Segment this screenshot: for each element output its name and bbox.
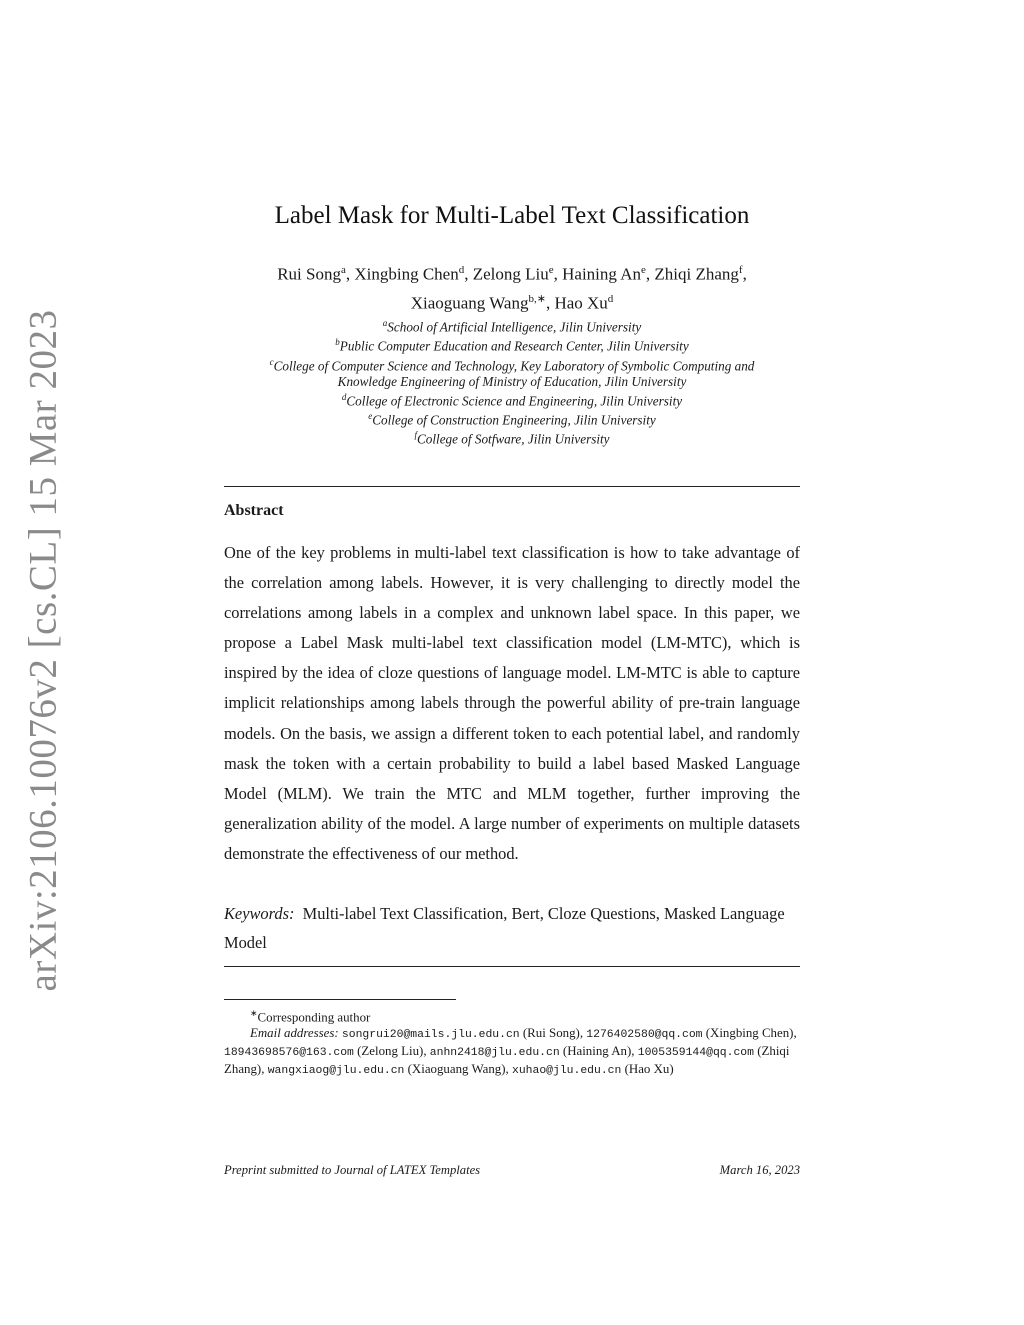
email-owner: (Xingbing Chen)	[705, 1026, 794, 1041]
affiliation-mark: f	[414, 430, 417, 441]
affiliation-text: College of Electronic Science and Engineering, Jilin University	[346, 393, 683, 409]
affiliation-mark: e	[368, 411, 373, 422]
affiliation-mark: a	[382, 318, 388, 328]
corresponding-label: Corresponding author	[257, 1010, 371, 1025]
affiliation-text: School of Artificial Intelligence, Jilin University	[387, 319, 642, 335]
author-affiliation-mark: e	[548, 264, 554, 276]
email-label: Email addresses:	[250, 1026, 339, 1041]
author-affiliation-mark: d	[607, 292, 614, 305]
author-name: Zelong Liu	[472, 264, 549, 284]
author-line-1: Rui Song$^a$, Xingbing Chen$^d$, Zelong Liu$^e$, Haining An$^e$, Zhiqi Zhang$^f$,	[277, 264, 747, 284]
affiliation-line	[200, 428, 824, 447]
footnote-rule	[224, 999, 456, 1000]
email-owner: (Zelong Liu)	[357, 1044, 424, 1059]
author-name: Xiaoguang Wang	[410, 293, 529, 313]
affiliation-line	[200, 374, 824, 390]
affiliation-text: College of Computer Science and Technology, Key Laboratory of Symbolic Computing and	[273, 357, 755, 373]
email-owner: (Xiaoguang Wang)	[407, 1062, 506, 1077]
top-divider	[224, 486, 800, 487]
affiliation-line	[200, 409, 824, 428]
affiliation-text: Public Computer Education and Research Center, Jilin University	[339, 338, 689, 354]
affiliation-text: College of Sotfware, Jilin University	[416, 431, 610, 447]
keywords-text: Multi-label Text Classification, Bert, Cloze Questions, Masked Language Model	[224, 904, 785, 952]
preprint-date: March 16, 2023	[719, 1163, 800, 1177]
arxiv-sidebar	[20, 309, 66, 991]
affiliation-list	[200, 316, 824, 448]
author-name: Rui Song	[277, 264, 341, 284]
email-link[interactable]: songrui20@mails.jlu.edu.cn	[341, 1029, 520, 1042]
email-link[interactable]: 18943698576@163.com	[224, 1047, 354, 1060]
email-link[interactable]: xuhao@jlu.edu.cn	[511, 1065, 622, 1078]
abstract-heading: Abstract	[224, 502, 284, 519]
affiliation-line	[200, 316, 824, 335]
author-name: Xingbing Chen	[354, 264, 459, 284]
keywords	[224, 899, 800, 957]
corresponding-note	[224, 1005, 800, 1025]
email-owner: (Hao Xu)	[624, 1062, 674, 1077]
email-link[interactable]: anhn2418@jlu.edu.cn	[429, 1047, 560, 1060]
author-list	[180, 258, 844, 315]
affiliation-mark: c	[269, 356, 274, 367]
arxiv-identifier: arXiv:2106.10076v2 [cs.CL] 15 Mar 2023	[21, 309, 65, 991]
author-affiliation-mark: b,∗	[528, 292, 546, 305]
author-name: Hao Xu	[554, 293, 608, 313]
email-link[interactable]: 1276402580@qq.com	[586, 1029, 703, 1042]
affiliation-mark: b	[335, 337, 340, 348]
affiliation-line	[200, 355, 824, 374]
author-affiliation-mark: f	[738, 264, 743, 276]
paper-title: Label Mask for Multi-Label Text Classification	[274, 202, 750, 229]
email-addresses: Email addresses: songrui20@mails.jlu.edu.cn (Rui Song), 1276402580@qq.com (Xingbing Chen), 18943698576@163.com (Zelong Liu), anhn2418@jlu.edu.cn (Haining An), 1005359144@qq.com (Zhiqi Zhang), wangxiaog@jlu.edu.cn (Xiaoguang Wang), xuhao@jlu.edu.cn (Hao Xu)	[224, 1026, 797, 1078]
affiliation-text: Knowledge Engineering of Ministry of Education, Jilin University	[337, 373, 687, 389]
affiliation-line	[200, 335, 824, 354]
affiliation-line	[200, 390, 824, 409]
abstract-text: One of the key problems in multi-label text classification is how to take advantage of the correlation among labels. However, it is very challenging to directly model the correlations among labels in a complex and unknown label space. In this paper, we propose a Label Mask multi-label text classification model (LM-MTC), which is inspired by the idea of cloze questions of language model. LM-MTC is able to capture implicit relationships among labels through the powerful ability of pre-train language models. On the basis, we assign a different token to each potential label, and randomly mask the token with a certain probability to build a label based Masked Language Model (MLM). We train the MTC and MLM together, further improving the generalization ability of the model. A large number of experiments on multiple datasets demonstrate the effectiveness of our method.	[224, 543, 800, 863]
author-affiliation-mark: d	[458, 264, 465, 276]
keywords-label: Keywords:	[224, 904, 295, 923]
author-name: Zhiqi Zhang	[654, 264, 739, 284]
author-affiliation-mark: e	[640, 264, 646, 276]
email-link[interactable]: wangxiaog@jlu.edu.cn	[267, 1065, 405, 1078]
author-affiliation-mark: a	[340, 264, 346, 276]
email-owner: (Zhiqi Zhang)	[224, 1044, 790, 1077]
author-name: Haining An	[562, 264, 641, 284]
email-owner: (Haining An)	[562, 1044, 632, 1059]
footnote-marker: ∗	[250, 1008, 258, 1018]
author-line-2: Xiaoguang Wang$^{b,∗}$, Hao Xu$^d$	[410, 292, 614, 313]
affiliation-mark: d	[341, 391, 347, 402]
email-owner: (Rui Song)	[522, 1026, 580, 1041]
bottom-divider	[224, 966, 800, 967]
email-link[interactable]: 1005359144@qq.com	[637, 1047, 754, 1060]
preprint-note: Preprint submitted to Journal of LATEX Templates	[224, 1163, 481, 1177]
affiliation-text: College of Construction Engineering, Jilin University	[372, 412, 656, 428]
footnote	[224, 1005, 800, 1079]
